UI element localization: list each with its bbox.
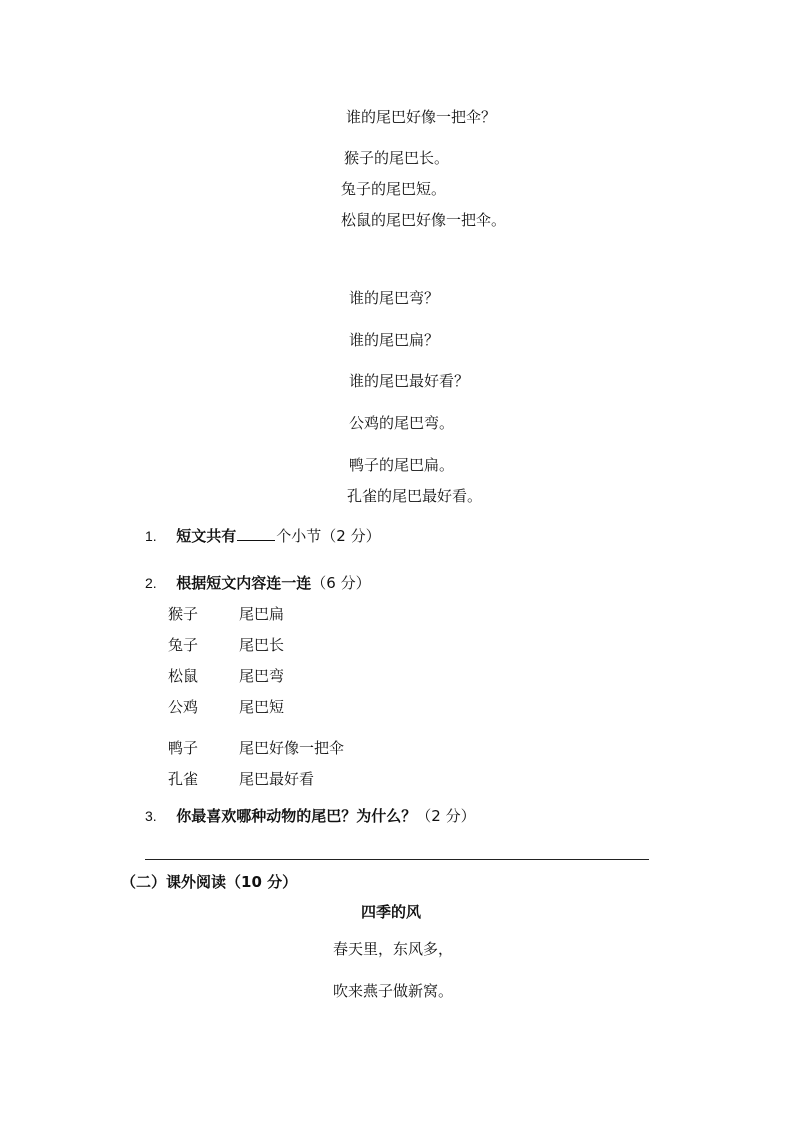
- poem-line-q-curved: 谁的尾巴弯？: [349, 289, 440, 307]
- section-heading: （二）课外阅读（10 分）: [121, 873, 298, 891]
- reading-title: 四季的风: [361, 903, 422, 921]
- question-number: 3.: [145, 808, 157, 824]
- answer-blank[interactable]: [237, 526, 275, 541]
- question-text: 你最喜欢哪种动物的尾巴？为什么？: [176, 807, 417, 825]
- poem-line-squirrel: 松鼠的尾巴好像一把伞。: [341, 211, 507, 229]
- question-1: [145, 526, 381, 546]
- poem-line-peacock: 孔雀的尾巴最好看。: [347, 487, 483, 505]
- poem-line-q-umbrella: 谁的尾巴好像一把伞？: [346, 108, 497, 126]
- question-text-after: 个小节: [276, 527, 322, 545]
- poem-line-rabbit: 兔子的尾巴短。: [341, 180, 447, 198]
- match-animal[interactable]: 兔子: [168, 636, 199, 654]
- match-animal[interactable]: 孔雀: [168, 770, 199, 788]
- question-number: 1.: [145, 528, 157, 544]
- match-animal[interactable]: 松鼠: [168, 667, 199, 685]
- match-tail[interactable]: 尾巴扁: [239, 605, 285, 623]
- match-animal[interactable]: 猴子: [168, 605, 199, 623]
- poem-line-rooster: 公鸡的尾巴弯。: [349, 414, 455, 432]
- question-points: （2 分）: [321, 527, 381, 545]
- question-points: （6 分）: [311, 574, 371, 592]
- match-tail[interactable]: 尾巴弯: [239, 667, 285, 685]
- poem-line-monkey: 猴子的尾巴长。: [344, 149, 450, 167]
- question-text: 短文共有: [176, 527, 237, 545]
- poem-line-q-prettiest: 谁的尾巴最好看？: [349, 372, 470, 390]
- reading-line-1: 春天里，东风多，: [333, 940, 454, 958]
- answer-line[interactable]: [145, 859, 649, 860]
- match-tail[interactable]: 尾巴短: [239, 698, 285, 716]
- match-tail[interactable]: 尾巴最好看: [239, 770, 315, 788]
- match-tail[interactable]: 尾巴好像一把伞: [239, 739, 345, 757]
- poem-line-duck: 鸭子的尾巴扁。: [349, 456, 455, 474]
- question-number: 2.: [145, 575, 157, 591]
- match-animal[interactable]: 鸭子: [168, 739, 199, 757]
- question-2: [145, 573, 371, 593]
- question-3: [145, 806, 476, 826]
- poem-line-q-flat: 谁的尾巴扁？: [349, 331, 440, 349]
- question-text: 根据短文内容连一连: [176, 574, 312, 592]
- reading-line-2: 吹来燕子做新窝。: [333, 982, 454, 1000]
- match-tail[interactable]: 尾巴长: [239, 636, 285, 654]
- question-points: （2 分）: [416, 807, 476, 825]
- match-animal[interactable]: 公鸡: [168, 698, 199, 716]
